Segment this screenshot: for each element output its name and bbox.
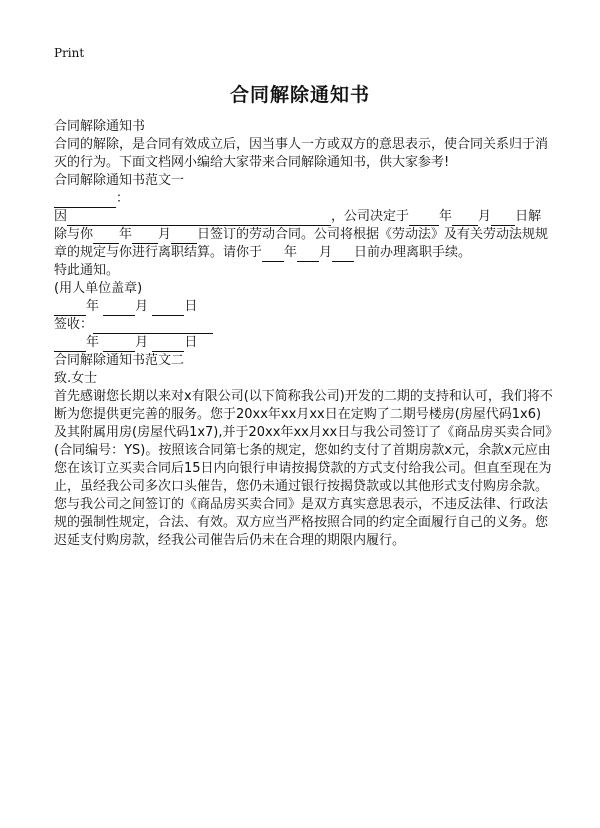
body-text: 日前办理离职手续。 (354, 245, 472, 260)
date-year-label: 年 (86, 299, 100, 314)
body-text: 年 (119, 227, 133, 242)
month-blank (452, 211, 478, 226)
date-line-2 (54, 334, 554, 352)
print-link[interactable]: Print (54, 46, 85, 60)
body-text: ，公司决定于 (331, 209, 410, 224)
year-blank (262, 247, 284, 262)
year-blank (54, 337, 86, 352)
sample1-heading: 合同解除通知书范文一 (54, 173, 185, 188)
signature-line (54, 316, 554, 334)
salutation: 致.女士 (54, 371, 98, 386)
body-text: 因 (54, 209, 68, 224)
year-blank (409, 211, 439, 226)
day-blank (332, 247, 354, 262)
body-text: 年 (439, 209, 453, 224)
sample1-body (54, 208, 554, 262)
day-blank (491, 211, 515, 226)
month-blank (132, 229, 158, 244)
body-text: 年 (284, 245, 298, 260)
sign-label: 签收： (54, 317, 94, 332)
addressee-colon: ： (116, 191, 130, 206)
reason-blank (67, 211, 331, 226)
seal-line: (用人单位盖章) (54, 281, 143, 296)
notice-line: 特此通知。 (54, 263, 120, 278)
month-blank (297, 247, 319, 262)
body-text: 月 (478, 209, 492, 224)
month-blank (103, 301, 135, 316)
body-text: 日解除与你 (54, 209, 542, 242)
date-day-label: 日 (184, 335, 198, 350)
date-month-label: 月 (135, 299, 149, 314)
year-blank (54, 301, 86, 316)
body-text: 日签订的劳动合同。公司将根据《劳动法》及有关劳动法规规章的规定与你进行离职结算。请你于 (54, 227, 549, 260)
date-day-label: 日 (184, 299, 198, 314)
month-blank (103, 337, 135, 352)
sample2-body: 首先感谢您长期以来对x有限公司(以下简称我公司)开发的二期的支持和认可，我们将不断为您提供更完善的服务。您于20xx年xx月xx日在定购了二期号楼房(房屋代码1x6)及其附属用房(房屋代码1x7),并于20xx年xx月xx日与我公司签订了《商品房买卖合同》(合同编号：YS)。按照该合同第七条的规定，您如约支付了首期房款x元，余款x元应由您在该订立买卖合同后15日内向银行申请按揭贷款的方式支付给我公司。但直至现在为止，虽经我公司多次口头催告，您仍未通过银行按揭贷款或以其他形式支付购房余款。您与我公司之间签订的《商品房买卖合同》是双方真实意思表示，不违反法律、行政法规的强制性规定，合法、有效。双方应当严格按照合同的约定全面履行自己的义务。您迟延支付购房款，经我公司催告后仍未在合理的期限内履行。 (54, 389, 553, 548)
intro-paragraph: 合同的解除，是合同有效成立后，因当事人一方或双方的意思表示，使合同关系归于消灭的行为。下面文档网小编给大家带来合同解除通知书，供大家参考! (54, 137, 549, 170)
date-line (54, 298, 554, 316)
document-body (54, 118, 554, 550)
date-year-label: 年 (86, 335, 100, 350)
day-blank (152, 301, 184, 316)
day-blank (152, 337, 184, 352)
body-text: 月 (158, 227, 172, 242)
addressee-blank (54, 193, 116, 208)
body-text: 月 (319, 245, 333, 260)
signature-blank (93, 319, 213, 334)
day-blank (171, 229, 197, 244)
addressee-line (54, 190, 554, 208)
document-title: 合同解除通知书 (229, 84, 370, 106)
sample2-heading: 合同解除通知书范文二 (54, 353, 185, 368)
year-blank (93, 229, 119, 244)
date-month-label: 月 (135, 335, 149, 350)
section-heading: 合同解除通知书 (54, 119, 146, 134)
